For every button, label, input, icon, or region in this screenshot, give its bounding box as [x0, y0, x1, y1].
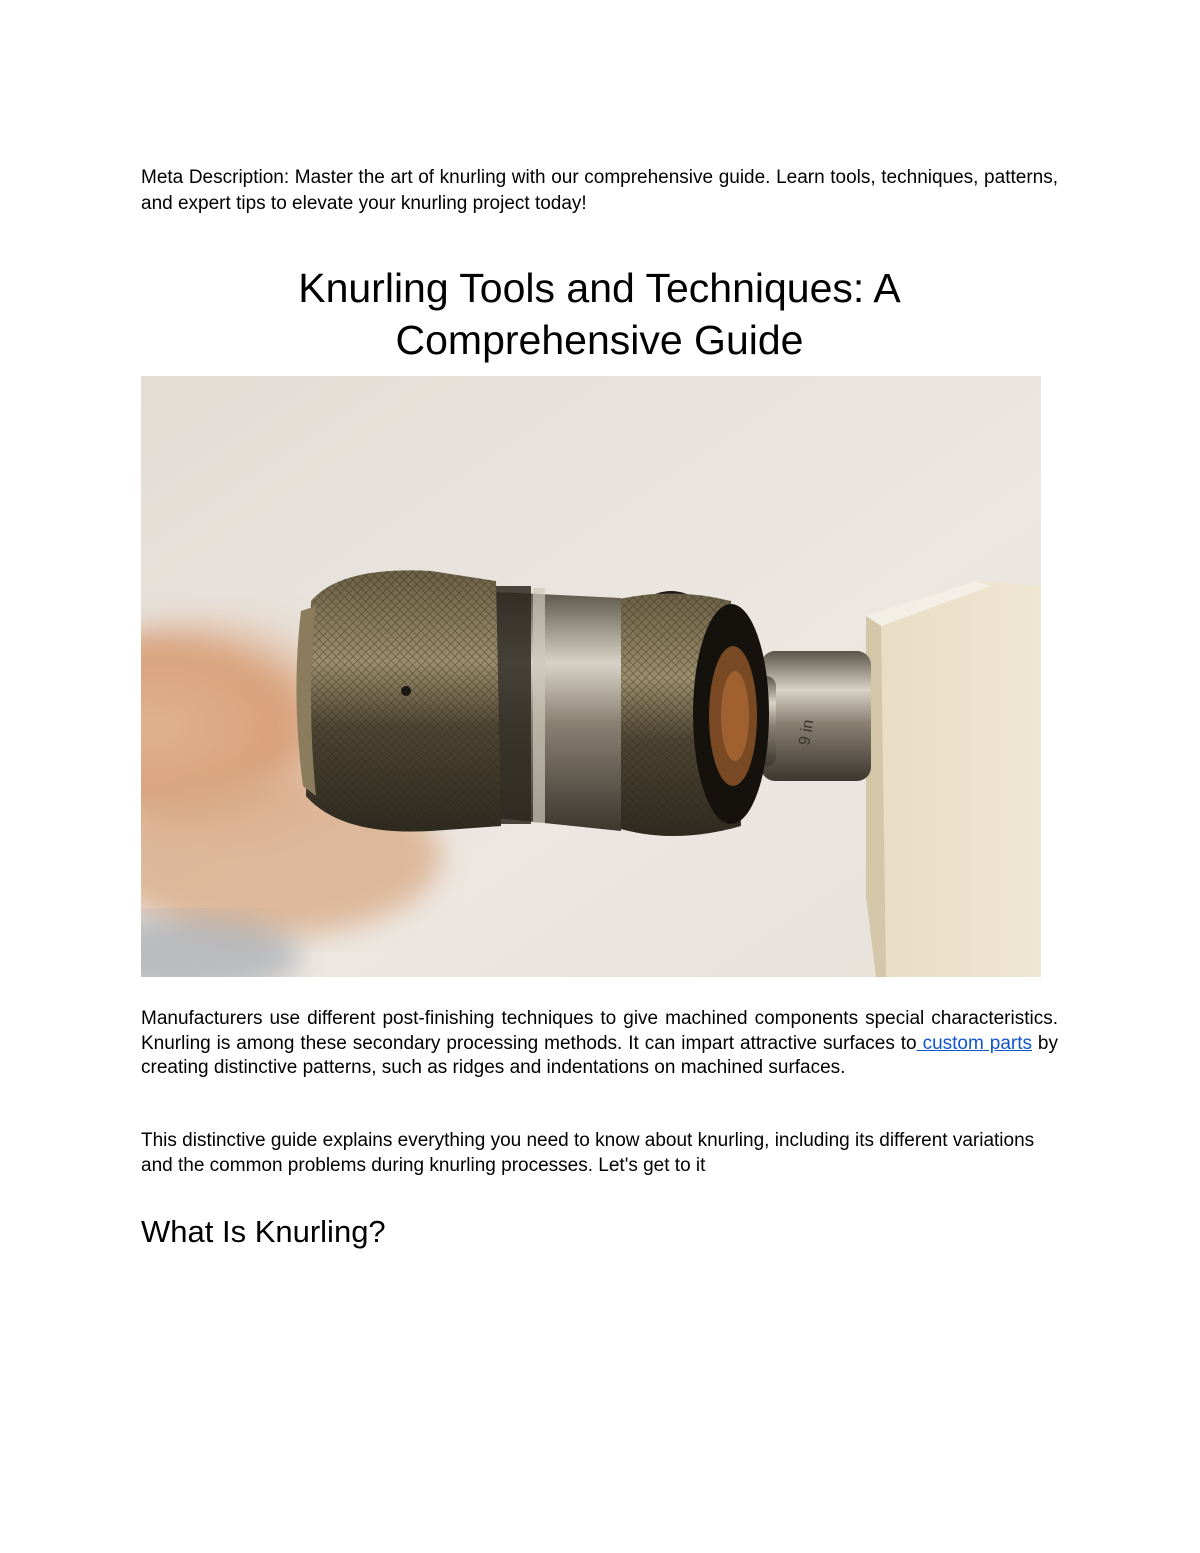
spindle-engraving: 9 in [796, 718, 818, 747]
intro-paragraph-2: This distinctive guide explains everything you need to know about knurling, including its different variations and the common problems during knurling processes. Let's get to it [141, 1130, 1035, 1176]
intro-paragraph-1 [141, 1007, 1058, 1081]
title-line-2: Comprehensive Guide [395, 317, 804, 363]
intro-p1-after: by creating distinctive patterns, such as ridges and indentations on machined surfaces. [141, 1032, 1059, 1078]
section-heading: What Is Knurling? [141, 1214, 386, 1249]
custom-parts-link[interactable]: custom parts [916, 1032, 1032, 1054]
hero-image [141, 376, 1041, 977]
title-line-1: Knurling Tools and Techniques: A [298, 265, 901, 311]
page-title [141, 262, 1058, 366]
meta-description: Meta Description: Master the art of knurling with our comprehensive guide. Learn tools, techniques, patterns, and expert tips to elevate your knurling project today! [141, 167, 1058, 214]
intro-p1-before: Manufacturers use different post-finishing techniques to give machined components special characteristics. Knurling is among these secondary processing methods. It can impart attractive surfaces to [141, 1008, 1058, 1054]
